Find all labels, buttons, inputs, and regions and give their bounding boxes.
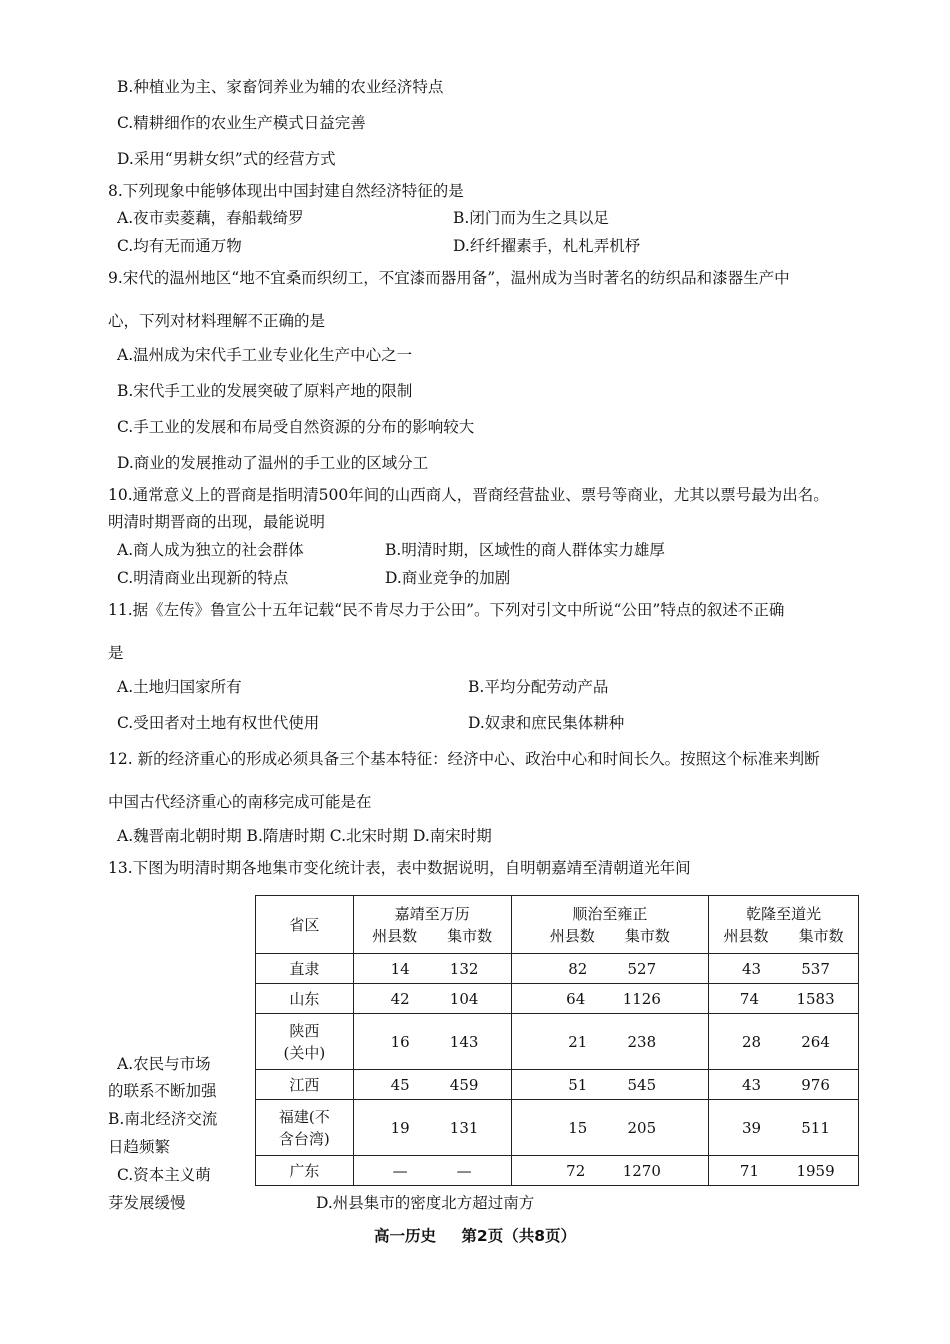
table-cell-region: 山东 (256, 984, 354, 1014)
table-row (256, 984, 859, 1014)
text-line-q7-d: D.采用“男耕女织”式的经营方式 (117, 150, 336, 168)
table-cell-values: 16 143 (353, 1014, 511, 1070)
footer-subject: 高一历史 (374, 1227, 437, 1245)
table-cell-values: 45 459 (353, 1070, 511, 1100)
text-line-q13-c-1: C.资本主义萌 (117, 1166, 211, 1184)
table-cell-region: 福建(不 含台湾) (256, 1100, 354, 1156)
text-line-q11-b: B.平均分配劳动产品 (468, 678, 609, 696)
text-line-q7-b: B.种植业为主、家畜饲养业为辅的农业经济特点 (117, 78, 444, 96)
text-line-q9-b: B.宋代手工业的发展突破了原料产地的限制 (117, 382, 413, 400)
text-line-q12-opts: A.魏晋南北朝时期 B.隋唐时期 C.北宋时期 D.南宋时期 (117, 827, 492, 845)
table-cell-values: 64 1126 (511, 984, 709, 1014)
table-cell-values: 42 104 (353, 984, 511, 1014)
text-line-q11-stem-1: 11.据《左传》鲁宣公十五年记载“民不肯尽力于公田”。下列对引文中所说“公田”特点的叙述不正确 (108, 601, 785, 619)
text-line-q13-stem: 13.下图为明清时期各地集市变化统计表，表中数据说明，自明朝嘉靖至清朝道光年间 (108, 859, 691, 877)
table-cell-region: 陕西 (关中) (256, 1014, 354, 1070)
text-line-q10-d: D.商业竞争的加剧 (385, 569, 511, 587)
text-line-q7-c: C.精耕细作的农业生产模式日益完善 (117, 114, 366, 132)
text-line-q10-b: B.明清时期，区域性的商人群体实力雄厚 (385, 541, 665, 559)
text-line-q11-d: D.奴隶和庶民集体耕种 (468, 714, 625, 732)
table-row (256, 1014, 859, 1070)
table-header-period: 乾隆至道光 州县数 集市数 (709, 896, 859, 954)
text-line-q13-a-2: 的联系不断加强 (108, 1082, 217, 1100)
text-line-q13-d: D.州县集市的密度北方超过南方 (316, 1194, 535, 1212)
text-line-q9-stem-1: 9.宋代的温州地区“地不宜桑而织纫工，不宜漆而器用备”，温州成为当时著名的纺织品和漆器生产中 (108, 269, 790, 287)
table-cell-region: 直隶 (256, 954, 354, 984)
table-cell-region: 广东 (256, 1156, 354, 1186)
table-cell-values: 15 205 (511, 1100, 709, 1156)
text-line-q9-stem-2: 心，下列对材料理解不正确的是 (108, 312, 326, 330)
table-row (256, 1100, 859, 1156)
table-cell-values: 43 976 (709, 1070, 859, 1100)
footer-page-number: 第2页（共8页） (461, 1227, 576, 1245)
table-cell-values: 74 1583 (709, 984, 859, 1014)
table-cell-region: 江西 (256, 1070, 354, 1100)
text-line-q8-b: B.闭门而为生之具以足 (453, 209, 609, 227)
table-row (256, 954, 859, 984)
table-cell-values: — — (353, 1156, 511, 1186)
table-row (256, 1070, 859, 1100)
text-line-q9-c: C.手工业的发展和布局受自然资源的分布的影响较大 (117, 418, 475, 436)
table-header-period: 嘉靖至万历 州县数 集市数 (353, 896, 511, 954)
text-line-q13-a-1: A.农民与市场 (117, 1055, 211, 1073)
text-line-q11-c: C.受田者对土地有权世代使用 (117, 714, 320, 732)
table-cell-values: 28 264 (709, 1014, 859, 1070)
text-line-q11-stem-2: 是 (108, 644, 124, 662)
text-line-q11-a: A.土地归国家所有 (117, 678, 242, 696)
table-cell-values: 51 545 (511, 1070, 709, 1100)
table-header-period: 顺治至雍正 州县数 集市数 (511, 896, 709, 954)
text-line-q12-stem-1: 12. 新的经济重心的形成必须具备三个基本特征：经济中心、政治中心和时间长久。按照这个标准来判断 (108, 750, 820, 768)
text-line-q9-a: A.温州成为宋代手工业专业化生产中心之一 (117, 346, 413, 364)
table-cell-values: 14 132 (353, 954, 511, 984)
text-line-q8-c: C.均有无而通万物 (117, 237, 242, 255)
table-cell-values: 71 1959 (709, 1156, 859, 1186)
text-line-q9-d: D.商业的发展推动了温州的手工业的区域分工 (117, 454, 429, 472)
text-line-q10-c: C.明清商业出现新的特点 (117, 569, 289, 587)
text-line-q12-stem-2: 中国古代经济重心的南移完成可能是在 (108, 793, 372, 811)
text-line-q8-stem: 8.下列现象中能够体现出中国封建自然经济特征的是 (108, 182, 464, 200)
text-line-q10-stem-1: 10.通常意义上的晋商是指明清500年间的山西商人，晋商经营盐业、票号等商业，尤其以票号最为出名。 (108, 486, 829, 504)
text-line-q13-c-2: 芽发展缓慢 (108, 1194, 186, 1212)
text-line-q8-d: D.纤纤擢素手，札札弄机杼 (453, 237, 641, 255)
text-line-q10-a: A.商人成为独立的社会群体 (117, 541, 304, 559)
table-cell-values: 21 238 (511, 1014, 709, 1070)
text-line-q13-b-2: 日趋频繁 (108, 1138, 171, 1156)
market-statistics-table (255, 895, 859, 1186)
table-row (256, 1156, 859, 1186)
table-header-region: 省区 (256, 896, 354, 954)
table-cell-values: 19 131 (353, 1100, 511, 1156)
table-header-row (256, 896, 859, 954)
table-cell-values: 39 511 (709, 1100, 859, 1156)
table-cell-values: 82 527 (511, 954, 709, 984)
text-line-q10-stem-2: 明清时期晋商的出现，最能说明 (108, 513, 326, 531)
page-footer (0, 1224, 950, 1246)
text-line-q8-a: A.夜市卖菱藕，春船载绮罗 (117, 209, 304, 227)
text-line-q13-b-1: B.南北经济交流 (108, 1110, 218, 1128)
table-cell-values: 43 537 (709, 954, 859, 984)
table-cell-values: 72 1270 (511, 1156, 709, 1186)
